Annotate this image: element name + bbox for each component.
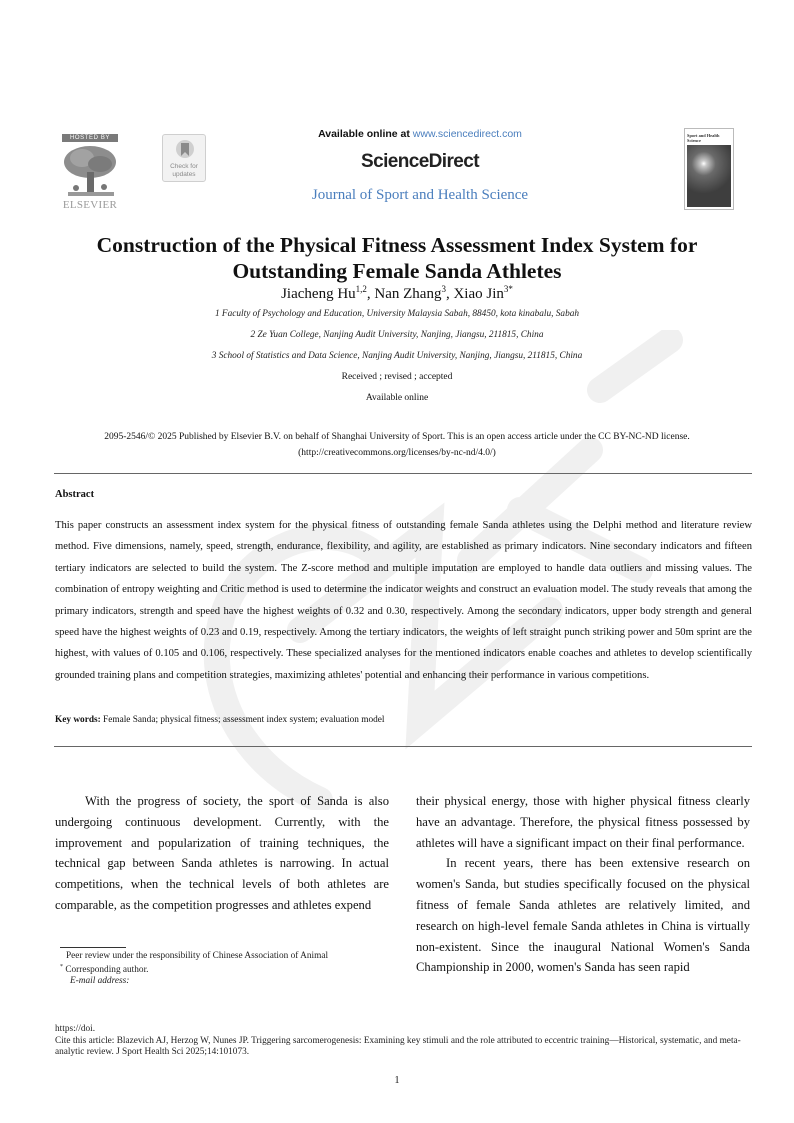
author: Nan Zhang$^3$, <box>374 284 454 302</box>
journal-name: Journal of Sport and Health Science <box>311 187 529 203</box>
sciencedirect-link[interactable]: www.sciencedirect.com <box>412 128 522 140</box>
author-list <box>40 284 754 303</box>
license-url[interactable]: (http://creativecommons.org/licenses/by-nc-nd/4.0/) <box>298 448 496 458</box>
cover-photo <box>687 145 731 207</box>
check-updates-line2: updates <box>172 171 196 178</box>
body-column-left <box>55 791 389 916</box>
abstract-text: This paper constructs an assessment index system for the physical fitness of outstanding female Sanda athletes using the Delphi method and literature review method. Five dimensions, namely, speed, strength, endurance, flexibility, and agility, are established as primary indicators. Nine secondary indicators and fifteen tertiary indicators are selected to build the system. The Z-score method and multiple imputation are employed to handle data outliers and missing values. The combination of entropy weighting and Critic method is used to determine the indicator weights and construct an evaluation model. The study reveals that among the primary indicators, strength and speed have the highest weights of 0.32 and 0.30, respectively. Among the secondary indicators, upper body strength and general speed have the highest weights of 0.23 and 0.19, respectively. Among the tertiary indicators, the weights of left straight punch striking power and 50m sprint are the highest, with values of 0.105 and 0.106, respectively. These specialized analyses for the mentioned indicators enable coaches and athletes to develop scientifically grounded training plans and competition strategies, maximizing athletes' potential and enhancing their performance in various competitions. <box>55 520 752 681</box>
elsevier-logo-text: ELSEVIER <box>62 199 118 211</box>
footnotes <box>60 951 360 987</box>
body-paragraph: In recent years, there has been extensive research on women's Sanda, but studies specifically focused on the physical fitness of female Sanda athletes are relatively limited, and research on high-level female Sanda athletes in China is virtually non-existent. Since the inaugural National Women's Sanda Championship in 2000, women's Sanda has seen rapid <box>416 856 750 975</box>
license-text: 2095-2546/© 2025 Published by Elsevier B.V. on behalf of Shanghai University of Sport. This is an open access article under the CC BY-NC-ND license. <box>104 432 690 442</box>
affiliation-1: 1 Faculty of Psychology and Education, University Malaysia Sabah, 88450, kota kinabalu, Sabah <box>214 309 580 319</box>
journal-cover-image <box>684 128 734 210</box>
citation-block <box>55 1024 755 1059</box>
keywords-label: Key words: <box>55 715 101 725</box>
received-dates: Received ; revised ; accepted <box>341 372 453 382</box>
page-number: 1 <box>394 1075 400 1086</box>
paper-title: Construction of the Physical Fitness Assessment Index System for Outstanding Female Sanda Athletes <box>96 233 698 283</box>
abstract-heading: Abstract <box>55 489 95 500</box>
check-updates-line1: Check for <box>170 163 198 170</box>
affiliation-2: 2 Ze Yuan College, Nanjing Audit University, Nanjing, Jiangsu, 211815, China <box>250 330 544 340</box>
sciencedirect-logo: ScienceDirect <box>361 151 479 172</box>
keywords <box>55 715 384 725</box>
author: Xiao Jin$^{3*}$ <box>453 284 513 302</box>
hosted-by-label: HOSTED BY <box>62 134 118 142</box>
check-for-updates-label <box>163 163 205 179</box>
elsevier-tree-logo-icon <box>62 144 118 198</box>
body-paragraph: their physical energy, those with higher physical fitness clearly have an advantage. Therefore, the physical fitness possessed by athletes will have a significant impact on their final performance. <box>416 794 750 850</box>
divider <box>54 473 752 474</box>
peer-review-note: Peer review under the responsibility of Chinese Association of Animal <box>66 951 329 961</box>
available-online-date: Available online <box>365 393 429 403</box>
keywords-list: Female Sanda; physical fitness; assessment index system; evaluation model <box>103 715 385 725</box>
author: Jiacheng Hu$^{1,2}$, <box>281 284 375 302</box>
body-column-right <box>416 791 750 978</box>
corresponding-author-note: * Corresponding author. <box>60 964 149 976</box>
footnote-divider <box>60 947 126 948</box>
email-address-label: E-mail address: <box>70 976 130 987</box>
doi-link[interactable]: https://doi. <box>55 1024 96 1034</box>
license-statement <box>40 429 754 461</box>
available-prefix: Available online at <box>318 128 410 140</box>
bookmark-icon <box>175 139 195 161</box>
body-paragraph: With the progress of society, the sport of Sanda is also undergoing continuous development. Currently, with the improvement and popularization of training techniques, the technical gap between Sanda athletes is narrowing. In actual competitions, when the technical levels of both athletes are comparable, as the competition progresses and athletes expend <box>55 794 389 912</box>
check-for-updates-button[interactable] <box>162 134 206 182</box>
divider <box>54 746 752 747</box>
cite-this-article: Cite this article: Blazevich AJ, Herzog W, Nunes JP. Triggering sarcomerogenesis: Examining key stimuli and the role attributed to eccentric training—Historical, systematic, and meta-analytic review. J Sport Health Sci 2025;14:101073. <box>55 1035 741 1057</box>
cover-title: Sport and Health Science <box>687 133 720 143</box>
affiliation-3: 3 School of Statistics and Data Science, Nanjing Audit University, Nanjing, Jiangsu, 211815, China <box>211 351 583 361</box>
available-online-line <box>250 128 590 140</box>
